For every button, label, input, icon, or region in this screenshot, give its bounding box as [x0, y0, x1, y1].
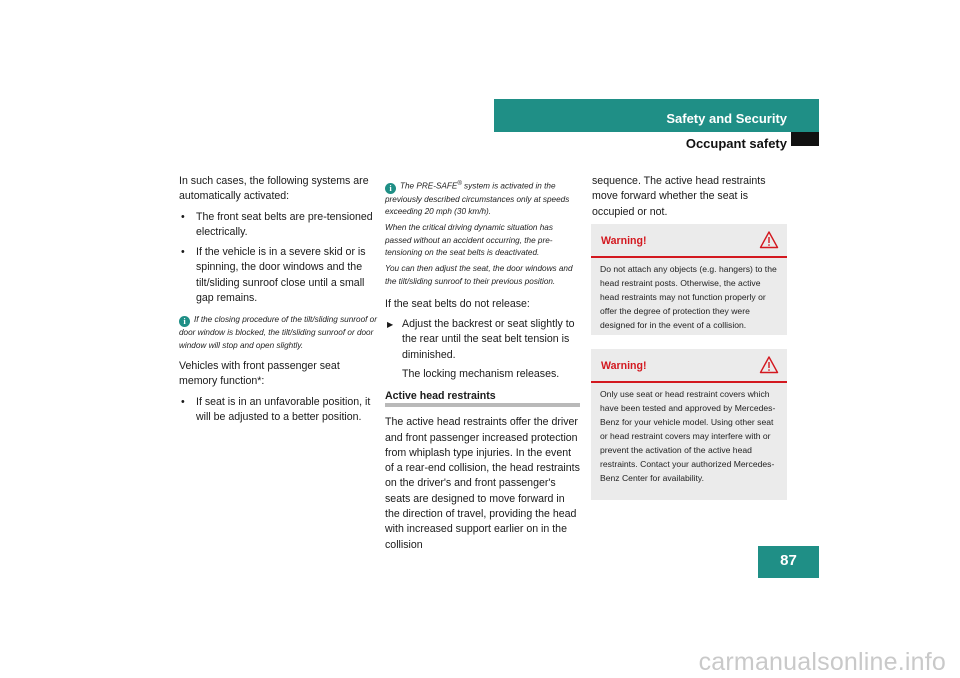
heading-rule — [385, 403, 580, 407]
column-1 — [179, 174, 377, 425]
memory-intro: Vehicles with front passenger seat memory function*: — [179, 359, 340, 388]
note-text: The PRE-SAFE — [400, 181, 458, 191]
warning-triangle-icon — [759, 230, 779, 250]
info-note-3: You can then adjust the seat, the door windows and the tilt/sliding sunroof to their previous position. — [385, 264, 573, 286]
belts-intro: If the seat belts do not release: — [385, 297, 530, 310]
section-title: Safety and Security — [666, 111, 787, 126]
warning-box — [591, 224, 787, 335]
continuation-text: sequence. The active head restraints move forward whether the seat is occupied or not. — [592, 175, 766, 218]
list-item-text: If seat is in an unfavorable position, it will be adjusted to a better position. — [196, 395, 371, 423]
warning-title: Warning! — [601, 360, 647, 372]
page-number: 87 — [780, 552, 797, 569]
info-note-2: When the critical driving dynamic situation has passed without an accident occurring, the pre-tensioning on the seat belts is deactivated. — [385, 223, 553, 257]
warning-text: Do not attach any objects (e.g. hangers) to the head restraint posts. Otherwise, the active head restraints may not function properly or offer the degree of protection they were designed for in the event of a collision. — [600, 264, 777, 330]
registered-mark: ® — [457, 181, 462, 187]
warning-divider — [591, 256, 787, 258]
info-icon: i — [385, 183, 396, 194]
warning-text: Only use seat or head restraint covers which have been tested and approved by Mercedes-Benz for your vehicle model. Using other seat or head restraint covers may interfere with or prevent the activation of the active head restraints. Contact your authorized Mercedes-Benz Center for availability. — [600, 389, 776, 483]
list-item — [179, 245, 377, 306]
list-item-text: The front seat belts are pre-tensioned electrically. — [196, 210, 373, 238]
info-note — [179, 314, 377, 352]
list-item — [179, 395, 377, 426]
info-note-text: If the closing procedure of the tilt/sliding sunroof or door window is blocked, the tilt/sliding sunroof or door window will stop and open slightly. — [179, 315, 377, 350]
action-text: Adjust the backrest or seat slightly to the rear until the seat belt tension is diminished. — [402, 318, 575, 361]
action-item — [385, 317, 580, 363]
intro-text: In such cases, the following systems are automatically activated: — [179, 175, 369, 203]
bullet-icon: • — [181, 246, 185, 259]
warning-box — [591, 349, 787, 500]
subsection-title: Occupant safety — [685, 136, 787, 151]
list-item-text: If the vehicle is in a severe skid or is spinning, the door windows and the tilt/sliding sunroof close until a small gap remains. — [196, 246, 366, 305]
note-text: system is activated in the previously described circumstances only at speeds exceeding 20 mph (30 km/h). — [385, 181, 570, 217]
list-item — [179, 210, 377, 241]
bullet-icon: • — [181, 210, 185, 223]
column-2 — [385, 178, 580, 553]
warning-triangle-icon — [759, 355, 779, 375]
arrow-icon: ▶ — [387, 320, 394, 330]
info-note — [385, 178, 580, 218]
info-icon: i — [179, 316, 190, 327]
result-text: The locking mechanism releases. — [402, 368, 560, 380]
warning-title: Warning! — [601, 235, 647, 247]
body-text: The active head restraints offer the driver and front passenger increased protection from whiplash type injuries. In the event of a rear-end collision, the head restraints on the driver's and front passenger's seats are designed to move forward in the direction of travel, providing the head with increased support earlier on in the collision — [385, 416, 580, 551]
bullet-icon: • — [181, 395, 185, 408]
footer-watermark: carmanualsonline.info — [698, 648, 946, 676]
header-tab — [791, 132, 819, 146]
section-heading: Active head restraints — [385, 390, 496, 403]
warning-divider — [591, 381, 787, 383]
